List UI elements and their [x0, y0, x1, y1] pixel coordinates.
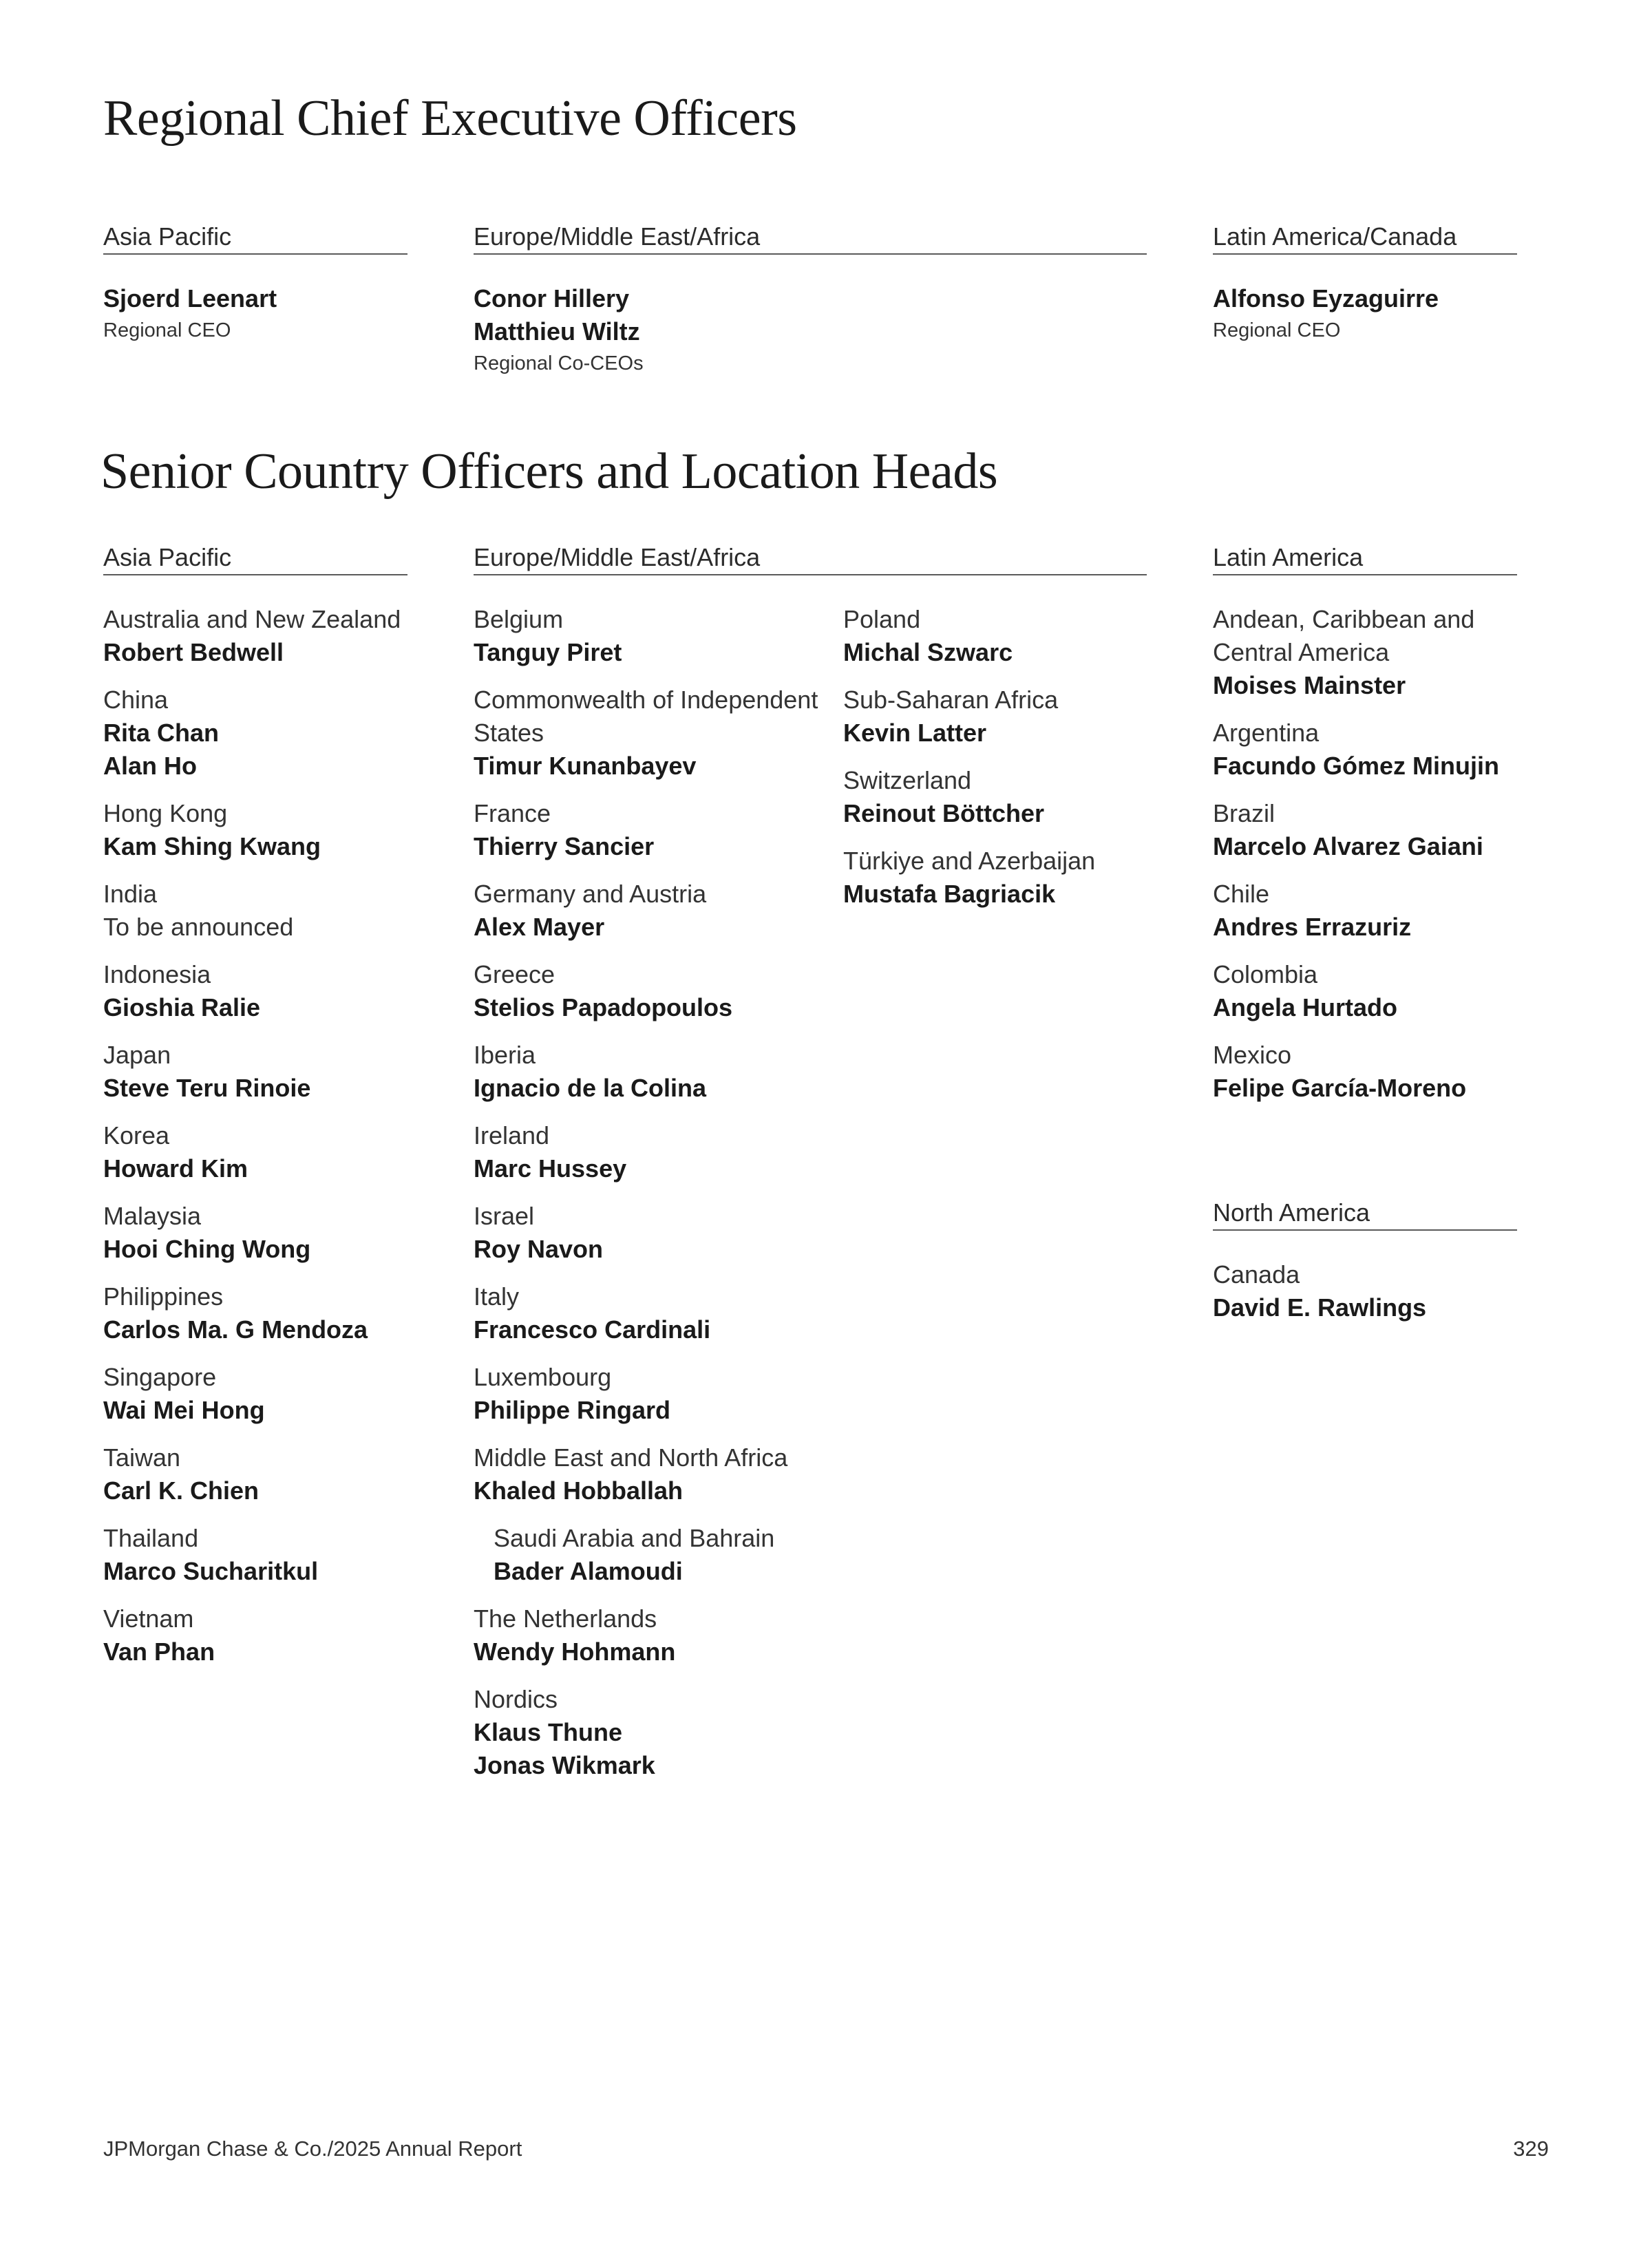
north-america-header-block [1213, 1198, 1517, 1231]
officer-name: Facundo Gómez Minujin [1213, 752, 1499, 780]
officer-name: Kevin Latter [843, 719, 987, 747]
officer-name: Klaus Thune [474, 1718, 623, 1746]
list-item [103, 1522, 420, 1588]
list-item [1213, 797, 1517, 863]
list-item [1213, 878, 1517, 944]
list-item [103, 1361, 420, 1427]
location-label: Andean, Caribbean and Central America [1213, 605, 1475, 666]
location-label: France [474, 799, 551, 827]
list-item [103, 1200, 420, 1266]
location-label: India [103, 880, 158, 908]
senior-latin-america-header-block [1213, 542, 1517, 575]
regional-ceo-name: Matthieu Wiltz [474, 317, 640, 346]
officer-name: Khaled Hobballah [474, 1476, 684, 1505]
north-america-header: North America [1213, 1198, 1517, 1231]
senior-emea-header-block [474, 542, 1147, 575]
regional-ceo-name: Sjoerd Leenart [103, 284, 277, 312]
officer-name: Tanguy Piret [474, 638, 622, 666]
officer-note: To be announced [103, 913, 294, 941]
list-item [1213, 1039, 1517, 1105]
list-item [474, 797, 832, 863]
list-item [474, 958, 832, 1024]
list-item [843, 684, 1160, 750]
regional-role-caption: Regional CEO [1213, 319, 1341, 341]
officer-name: Moises Mainster [1213, 671, 1406, 699]
emea-list-col2 [843, 603, 1160, 911]
officer-name: Philippe Ringard [474, 1396, 671, 1424]
officer-name: Marcelo Alvarez Gaiani [1213, 832, 1483, 860]
officer-name: Kam Shing Kwang [103, 832, 321, 860]
location-label: Argentina [1213, 719, 1320, 747]
list-item [103, 1441, 420, 1507]
location-label: Vietnam [103, 1604, 194, 1633]
location-label: Türkiye and Azerbaijan [843, 847, 1096, 875]
regional-ceo-name: Conor Hillery [474, 284, 630, 312]
officer-name: Robert Bedwell [103, 638, 284, 666]
regional-emea-column [474, 222, 1147, 379]
list-item [474, 1602, 832, 1668]
north-america-list [1213, 1258, 1517, 1324]
list-item [474, 684, 832, 783]
officer-name: Michal Szwarc [843, 638, 1013, 666]
officer-name: Timur Kunanbayev [474, 752, 697, 780]
location-label: Ireland [474, 1121, 550, 1150]
location-label: Malaysia [103, 1202, 202, 1230]
officer-name: Bader Alamoudi [494, 1557, 683, 1585]
officer-name: Wai Mei Hong [103, 1396, 265, 1424]
footer-page-number: 329 [1513, 2137, 1549, 2161]
location-label: Sub-Saharan Africa [843, 686, 1059, 714]
location-label: Israel [474, 1202, 535, 1230]
list-item [474, 1683, 832, 1782]
list-item [474, 878, 832, 944]
location-label: Poland [843, 605, 921, 633]
location-label: Korea [103, 1121, 170, 1150]
list-item [103, 878, 420, 944]
location-label: Greece [474, 960, 555, 988]
location-label: Brazil [1213, 799, 1275, 827]
location-label: China [103, 686, 169, 714]
location-label: Chile [1213, 880, 1270, 908]
location-label: Colombia [1213, 960, 1318, 988]
location-label: Singapore [103, 1363, 217, 1391]
location-label: Indonesia [103, 960, 211, 988]
officer-name: Van Phan [103, 1638, 215, 1666]
list-item [1213, 717, 1517, 783]
officer-name: Reinout Böttcher [843, 799, 1044, 827]
location-label: Hong Kong [103, 799, 228, 827]
asia-pacific-list [103, 603, 420, 1668]
senior-asia-pacific-header-block [103, 542, 407, 575]
senior-officers-heading: Senior Country Officers and Location Heads [100, 443, 998, 500]
senior-latin-america-header: Latin America [1213, 542, 1517, 575]
location-label: Canada [1213, 1260, 1300, 1289]
list-item [474, 603, 832, 669]
emea-list-col1 [474, 603, 832, 1782]
list-item [1213, 1258, 1517, 1324]
list-item [103, 603, 420, 669]
officer-name: Alex Mayer [474, 913, 605, 941]
officer-name: Angela Hurtado [1213, 993, 1398, 1021]
regional-latam-canada-column [1213, 222, 1517, 346]
location-label: Middle East and North Africa [474, 1443, 788, 1472]
officer-name: Howard Kim [103, 1154, 248, 1183]
location-label: Commonwealth of Independent States [474, 686, 818, 747]
list-item [103, 684, 420, 783]
officer-name: Hooi Ching Wong [103, 1235, 311, 1263]
latin-america-list [1213, 603, 1517, 1105]
location-label: Japan [103, 1041, 171, 1069]
location-label: Luxembourg [474, 1363, 612, 1391]
officer-name: Alan Ho [103, 752, 198, 780]
officer-name: Francesco Cardinali [474, 1315, 711, 1344]
officer-name: Marco Sucharitkul [103, 1557, 319, 1585]
location-label: Iberia [474, 1041, 536, 1069]
regional-role-caption: Regional Co-CEOs [474, 352, 644, 374]
list-item [103, 958, 420, 1024]
location-label: Mexico [1213, 1041, 1292, 1069]
location-label: Switzerland [843, 766, 972, 794]
regional-asia-pacific-header: Asia Pacific [103, 222, 407, 255]
list-item [1213, 958, 1517, 1024]
officer-name: Gioshia Ralie [103, 993, 261, 1021]
location-label: Australia and New Zealand [103, 605, 401, 633]
list-item [474, 1441, 832, 1507]
list-item [103, 1602, 420, 1668]
list-item [474, 1522, 832, 1588]
officer-name: Carlos Ma. G Mendoza [103, 1315, 368, 1344]
list-item [103, 797, 420, 863]
regional-asia-pacific-column [103, 222, 407, 346]
officer-name: Andres Errazuriz [1213, 913, 1412, 941]
regional-ceo-heading: Regional Chief Executive Officers [103, 90, 797, 147]
regional-ceo-name: Alfonso Eyzaguirre [1213, 284, 1439, 312]
footer-source: JPMorgan Chase & Co./2025 Annual Report [103, 2137, 522, 2161]
list-item [103, 1119, 420, 1185]
list-item [1213, 603, 1517, 702]
officer-name: Ignacio de la Colina [474, 1074, 707, 1102]
location-label: Thailand [103, 1524, 199, 1552]
location-label: The Netherlands [474, 1604, 657, 1633]
officer-name: Wendy Hohmann [474, 1638, 676, 1666]
list-item [843, 845, 1160, 911]
officer-name: Thierry Sancier [474, 832, 655, 860]
officer-name: Roy Navon [474, 1235, 604, 1263]
location-label: Philippines [103, 1282, 224, 1311]
list-item [103, 1280, 420, 1346]
location-label: Saudi Arabia and Bahrain [494, 1524, 775, 1552]
regional-latam-canada-header: Latin America/Canada [1213, 222, 1517, 255]
officer-name: David E. Rawlings [1213, 1293, 1427, 1322]
officer-name: Jonas Wikmark [474, 1751, 655, 1779]
list-item [843, 603, 1160, 669]
list-item [474, 1361, 832, 1427]
officer-name: Marc Hussey [474, 1154, 627, 1183]
location-label: Germany and Austria [474, 880, 707, 908]
officer-name: Felipe García-Moreno [1213, 1074, 1467, 1102]
location-label: Belgium [474, 605, 564, 633]
list-item [474, 1039, 832, 1105]
regional-emea-header: Europe/Middle East/Africa [474, 222, 1147, 255]
list-item [474, 1280, 832, 1346]
regional-role-caption: Regional CEO [103, 319, 231, 341]
list-item [474, 1200, 832, 1266]
senior-emea-header: Europe/Middle East/Africa [474, 542, 1147, 575]
list-item [474, 1119, 832, 1185]
officer-name: Steve Teru Rinoie [103, 1074, 311, 1102]
list-item [103, 1039, 420, 1105]
senior-asia-pacific-header: Asia Pacific [103, 542, 407, 575]
officer-name: Stelios Papadopoulos [474, 993, 733, 1021]
list-item [843, 764, 1160, 830]
location-label: Taiwan [103, 1443, 181, 1472]
officer-name: Mustafa Bagriacik [843, 880, 1056, 908]
officer-name: Carl K. Chien [103, 1476, 260, 1505]
officer-name: Rita Chan [103, 719, 220, 747]
location-label: Italy [474, 1282, 520, 1311]
location-label: Nordics [474, 1685, 558, 1713]
